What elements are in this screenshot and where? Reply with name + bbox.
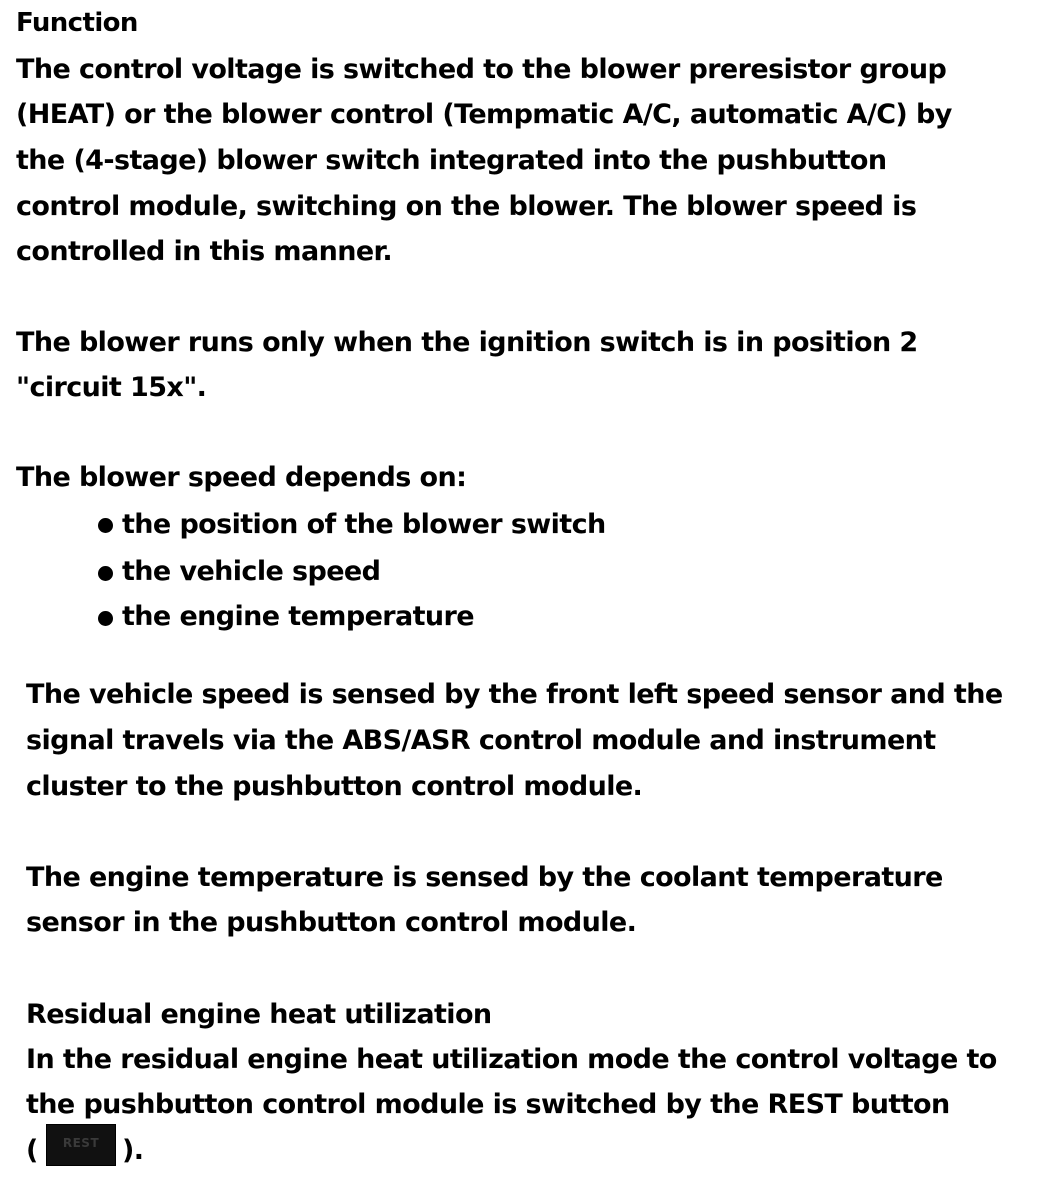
engine-temp-text-line: sensor in the pushbutton control module. <box>26 907 637 938</box>
vehicle-speed-text-line: signal travels via the ABS/ASR control module and instrument <box>26 725 936 756</box>
bullet-dot-icon <box>98 518 113 533</box>
function-text-line: controlled in this manner. <box>16 236 393 267</box>
residual-text-line: the pushbutton control module is switched by the REST button <box>26 1089 950 1120</box>
vehicle-speed-text-line: The vehicle speed is sensed by the front left speed sensor and the <box>26 679 1003 710</box>
close-paren: ). <box>122 1135 144 1166</box>
engine-temp-text-line: The engine temperature is sensed by the coolant temperature <box>26 862 943 893</box>
bullet-item: the position of the blower switch <box>122 509 606 540</box>
function-text-line: control module, switching on the blower. The blower speed is <box>16 191 917 222</box>
function-text-line: (HEAT) or the blower control (Tempmatic A/C, automatic A/C) by <box>16 99 952 130</box>
residual-text-line: In the residual engine heat utilization mode the control voltage to <box>26 1044 997 1075</box>
speed-intro: The blower speed depends on: <box>16 462 467 493</box>
ignition-text-line: "circuit 15x". <box>16 372 207 403</box>
function-heading: Function <box>16 8 138 38</box>
bullet-dot-icon <box>98 611 113 626</box>
vehicle-speed-text-line: cluster to the pushbutton control module. <box>26 771 643 802</box>
function-text-line: The control voltage is switched to the blower preresistor group <box>16 54 947 85</box>
open-paren: ( <box>26 1135 38 1166</box>
rest-button-icon <box>46 1124 116 1166</box>
function-text-line: the (4-stage) blower switch integrated into the pushbutton <box>16 145 887 176</box>
bullet-dot-icon <box>98 566 113 581</box>
rest-button-label: REST <box>62 1136 100 1150</box>
residual-heading: Residual engine heat utilization <box>26 999 492 1030</box>
bullet-item: the vehicle speed <box>122 556 381 587</box>
ignition-text-line: The blower runs only when the ignition switch is in position 2 <box>16 327 918 358</box>
bullet-item: the engine temperature <box>122 601 474 632</box>
